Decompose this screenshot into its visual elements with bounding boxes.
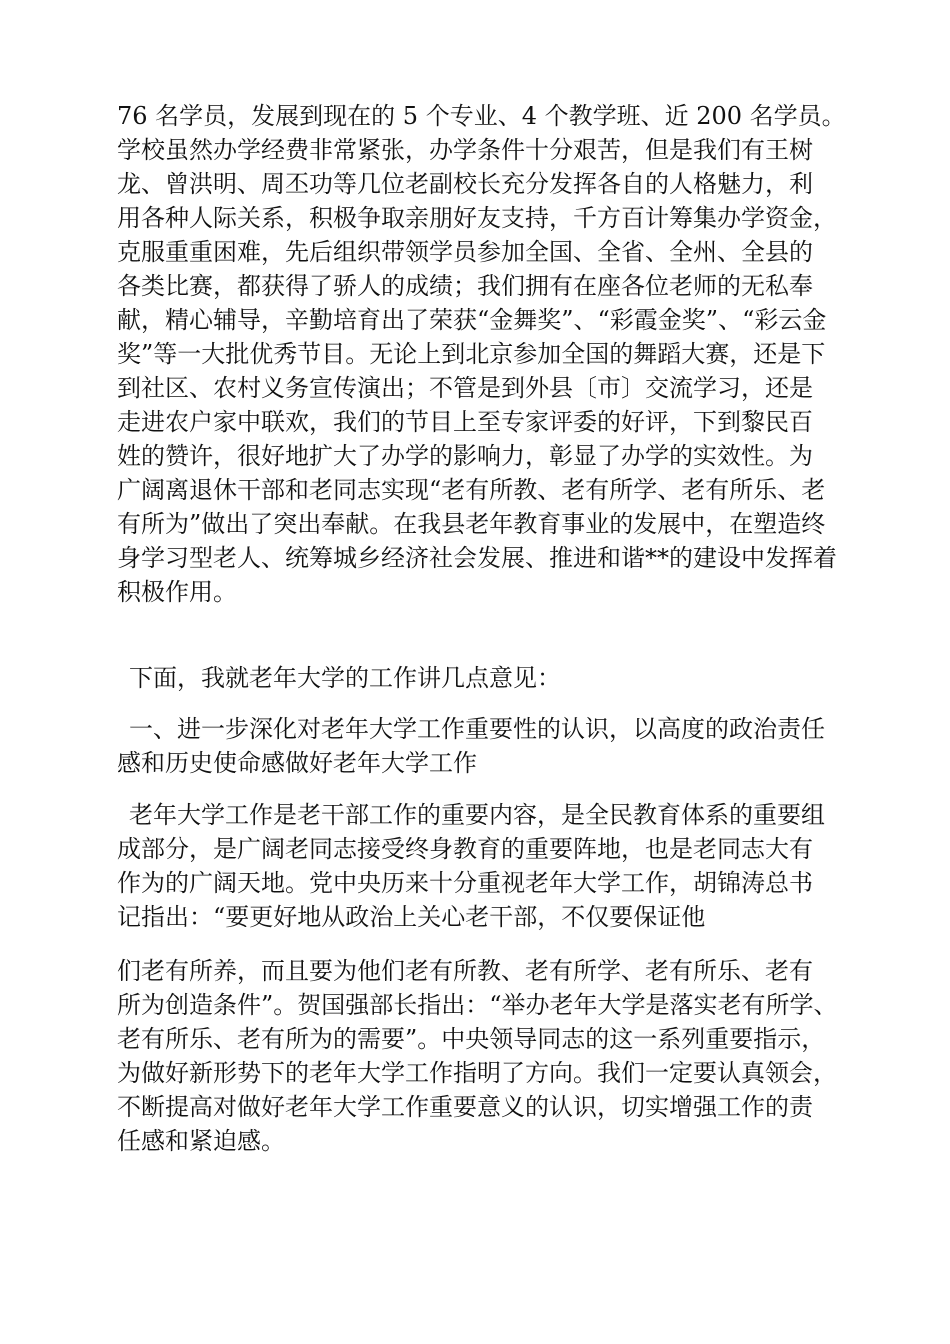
text-line: 作为的广阔天地。党中央历来十分重视老年大学工作，胡锦涛总书 xyxy=(117,869,813,897)
text-line: 广阔离退休干部和老同志实现“老有所教、老有所学、老有所乐、老 xyxy=(117,476,826,504)
text-line: 克服重重困难，先后组织带领学员参加全国、全省、全州、全县的 xyxy=(117,238,813,266)
text-line: 学校虽然办学经费非常紧张，办学条件十分艰苦，但是我们有王树 xyxy=(117,136,813,164)
text-line: 76 名学员，发展到现在的 5 个专业、4 个教学班、近 200 名学员。 xyxy=(117,102,846,130)
text-line: 老年大学工作是老干部工作的重要内容，是全民教育体系的重要组 xyxy=(129,801,825,829)
paragraph-achievements xyxy=(117,99,877,609)
section-heading-1 xyxy=(117,712,877,780)
text-line: 走进农户家中联欢，我们的节目上至专家评委的好评，下到黎民百 xyxy=(117,408,813,436)
text-line: 奖”等一大批优秀节目。无论上到北京参加全国的舞蹈大赛，还是下 xyxy=(117,340,826,368)
text-line: 不断提高对做好老年大学工作重要意义的认识，切实增强工作的责 xyxy=(117,1093,813,1121)
text-line: 到社区、农村义务宣传演出；不管是到外县〔市〕交流学习，还是 xyxy=(117,374,813,402)
text-line: 姓的赞许，很好地扩大了办学的影响力，彰显了办学的实效性。为 xyxy=(117,442,813,470)
text-line: 积极作用。 xyxy=(117,578,237,606)
paragraph-instructions xyxy=(117,954,877,1158)
text-line: 献，精心辅导，辛勤培育出了荣获“金舞奖”、“彩霞金奖”、“彩云金 xyxy=(117,306,827,334)
paragraph-intro xyxy=(117,661,877,695)
text-line: 有所为”做出了突出奉献。在我县老年教育事业的发展中，在塑造终 xyxy=(117,510,826,538)
text-line: 用各种人际关系，积极争取亲朋好友支持，千方百计筹集办学资金， xyxy=(117,204,837,232)
text-line: 为做好新形势下的老年大学工作指明了方向。我们一定要认真领会， xyxy=(117,1059,837,1087)
text-line: 各类比赛，都获得了骄人的成绩；我们拥有在座各位老师的无私奉 xyxy=(117,272,813,300)
paragraph-importance xyxy=(117,798,877,934)
text-line: 一、进一步深化对老年大学工作重要性的认识，以高度的政治责任 xyxy=(129,715,825,743)
text-line: 感和历史使命感做好老年大学工作 xyxy=(117,749,477,777)
text-line: 所为创造条件”。贺国强部长指出：“举办老年大学是落实老有所学、 xyxy=(117,991,838,1019)
text-line: 成部分，是广阔老同志接受终身教育的重要阵地，也是老同志大有 xyxy=(117,835,813,863)
text-line: 任感和紧迫感。 xyxy=(117,1127,285,1155)
text-line: 们老有所养，而且要为他们老有所教、老有所学、老有所乐、老有 xyxy=(117,957,813,985)
text-line: 龙、曾洪明、周丕功等几位老副校长充分发挥各自的人格魅力，利 xyxy=(117,170,813,198)
text-line: 身学习型老人、统筹城乡经济社会发展、推进和谐**的建设中发挥着 xyxy=(117,544,837,572)
text-line: 老有所乐、老有所为的需要”。中央领导同志的这一系列重要指示， xyxy=(117,1025,826,1053)
text-line: 下面，我就老年大学的工作讲几点意见： xyxy=(129,664,561,692)
text-line: 记指出：“要更好地从政治上关心老干部，不仅要保证他 xyxy=(117,903,706,931)
